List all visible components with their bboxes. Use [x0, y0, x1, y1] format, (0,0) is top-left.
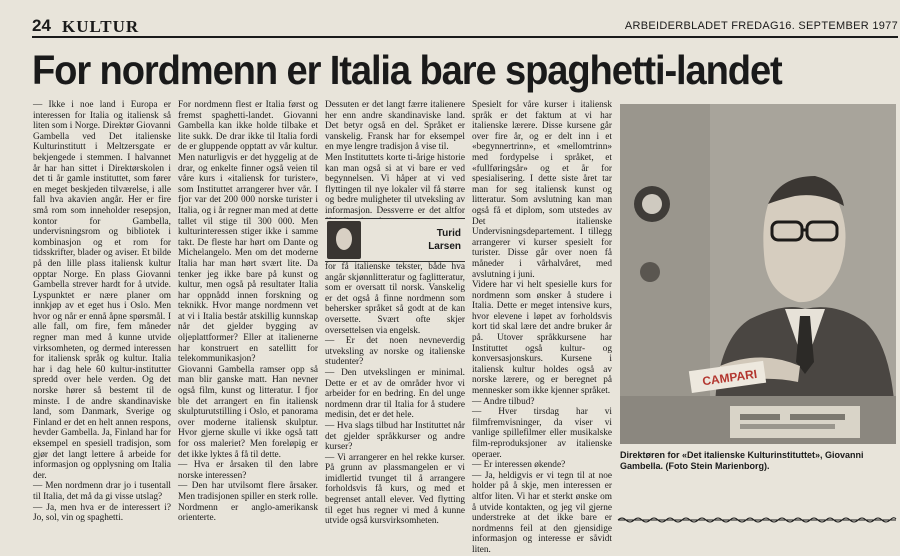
column-3-bottom: [325, 262, 465, 527]
portrait-photo-illustration: [620, 104, 896, 444]
photo-caption: Direktøren for «Det italienske Kulturinstituttet», Giovanni Gambella. (Foto Stein Marienborg).: [620, 450, 864, 471]
section-name: KULTUR: [62, 17, 140, 36]
paragraph: — Ikke i noe land i Europa er interessen for Italia og italiensk så liten som i Norge. Direktør Giovanni Gambella ved Det italienske Kulturinstitutt i Meltzersgate er bekjengede i stemmen. I halvannet år har han sittet i Direktørskolen i det ti år gamle instituttet, som fører en meget beskjeden tilværelse, i alle fall hva akavien angår. Her er fire små rom som inneholder resepsjon, kontor for Gambella, undervisningsrom og bibliotek i kombinasjon og et rom for tidsskrifter, blader og aviser. Et bilde på den lille plass italiensk kultur opptar Norge. En plass Giovanni Gambella strever hardt for å utvide. Lyspunktet er nære planer om innkjøp av et eget hus i Oslo. Men hvor og når er ennå åpne spørsmål. I alle fall, om fire, fem måneder regner man med å kunne utvide virksomheten, og dermed interessen for italiensk språk og kultur. Italia har i dag hele 60 kultur-institutter spredd over hele verden. Og det norske hører så bestemt til de minste. I de andre skandinaviske land, som Danmark, Sverige og Finland er det en helt annen respons, hevder Gambella. Ja, Finland har for eksempel en spesiell tradisjon, som gjør det langt lettere å arbeide for informasjon og opplysning om Italia der.: [33, 100, 171, 481]
author-portrait: [327, 221, 361, 259]
page-number: 24: [32, 16, 51, 35]
paragraph: — Ja, heldigvis er vi tegn til at noe holder på å skje, men interessen er altfor liten. Vi har et sterkt ønske om å utvide kontakten, og jeg vil gjerne understreke at det ikke bare er nordmenns feil at den gjensidige informasjon og interesse er såvidt liten.: [472, 470, 612, 555]
author-name: [401, 227, 461, 253]
paragraph: — Den har utvilsomt flere årsaker. Men tradisjonen spiller en sterk rolle. Nordmenn er anglo-amerikansk orienterte.: [178, 481, 318, 524]
campari-sign-text: CAMPARI: [701, 366, 758, 389]
paragraph: — Vi arrangerer en hel rekke kurser. På grunn av plassmangelen er vi imidlertid tvunget til å arrangere forholdsvis få kurs, og med et begrenset antall elever. Ved flytting til eget hus regner vi med å kunne utvide også kursvirksomheten.: [325, 452, 465, 527]
paragraph: — Hva slags tilbud har Instituttet når det gjelder språkkurser og andre kurser?: [325, 420, 465, 453]
article-column-3: [325, 100, 465, 532]
article-column-4: [472, 100, 612, 555]
author-last-name: Larsen: [428, 241, 461, 252]
paragraph: Men Instituttets korte ti-årige historie kan man også si at vi bare er ved begynnelsen. Vi håper at vi ved flyttingen til nye lokaler vil få større og bedre muligheter til utveksling av informasjon. Dessverre er det altfor: [325, 152, 465, 216]
article-column-2: [178, 100, 318, 532]
paragraph: Dessuten er det langt færre italienere her enn andre skandinaviske land. Det betyr også en del. Språket er vanskelig. Fransk har for eksempel en mye lengre tradisjon å vise til.: [325, 100, 465, 153]
paragraph: — Men nordmenn drar jo i tusentall til Italia, det må da gi visse utslag?: [33, 481, 171, 502]
paragraph: — Andre tilbud?: [472, 396, 535, 407]
author-byline: [325, 218, 465, 262]
article-column-1: [33, 100, 171, 532]
paragraph: — Er det noen nevneverdig utveksling av norske og italienske studenter?: [325, 336, 465, 368]
headline: For nordmenn er Italia bare spaghetti-landet: [32, 47, 782, 93]
paragraph: for få italienske tekster, både hva angår skjønnlitteratur og faglitteratur, som er oversatt til norsk. Vanskelig er det også å finne nordmenn som behersker språket så godt at de kan oversette. Svært ofte skjer oversettelsen via engelsk.: [325, 262, 465, 336]
paragraph: — Hver tirsdag har vi filmfremvisninger, da viser vi vanlige spillefilmer eller musikalske film-reproduksjoner av italienske operaer.: [472, 407, 612, 460]
author-face-shape: [336, 228, 352, 250]
portrait-photo: [620, 104, 896, 444]
paper-date: ARBEIDERBLADET FREDAG16. SEPTEMBER 1977: [624, 20, 898, 32]
paragraph: — Er interessen økende?: [472, 460, 566, 471]
column-3-top: [325, 100, 465, 216]
paragraph: Spesielt for våre kurser i italiensk språk er det faktum at vi har italienske lærere. Disse kursene går over fire år, og er delt inn i et «begynnertrinn», et «mellomtrinn» med fordypelse i språket, et «fullføringsår» og et år for spesialisering. I dette siste året tar man for seg italiensk kunst og litteratur. Som avslutning kan man også få et diplom, som utstedes av Det italienske Undervisningsdepartement. I tillegg arrangerer vi kurser spesielt for turister. Disse går over noen få måneder i vårhalvåret, med avslutning i juni.: [472, 100, 612, 280]
paragraph: — Ja, men hva er de interessert i? Jo, sol, vin og spaghetti.: [33, 502, 171, 524]
paragraph: For nordmenn flest er Italia først og fremst spaghetti-landet. Giovanni Gambella kan ikke holde tilbake et lite sukk. De drar ikke til Italia fordi de er gluppende opptatt av vår kultur. Men naturligvis er det hyggelig at de drar, og enkelte finner også veien til våre kurs i «italiensk for turister», som Instituttet arrangerer hver vår. I fjor var det 200 000 norske turister i Italia, og i år regner man med at dette tallet vil stige til 300 000. Men kulturinteressen stiger ikke i samme takt. De fleste har hørt om Dante og Michelangelo. Men om det moderne Italia har man hørt svært lite. Da tenker jeg ikke bare på kunst og kultur, men også på resultater Italia har oppnådd innen forskning og teknikk. Hvor mange nordmenn vet at vi i Italia består atskillig kunnskap når det gjelder bygging av oljeplattformer? Eller at italienerne har konstruert en satellitt for telekommunikasjon?: [178, 100, 318, 365]
paragraph: Videre har vi helt spesielle kurs for nordmenn som ønsker å studere i Italia. Dette er meget intensive kurs, hvor elevene i løpet av forholdsvis kort tid skal lære det andre bruker år på. Utover språkkursene har Instituttet også kultur- og konversasjonskurs. Kursene i italiensk kultur holdes også av norske lærere, og er beregnet på mennesker som ikke kjenner språket.: [472, 280, 612, 397]
paragraph: — Den utvekslingen er minimal. Dette er et av de områder hvor vi arbeider for en bedring. En del unge nordmenn drar til Italia for å studere medisin, det er det hele.: [325, 367, 465, 421]
page-header: [32, 16, 898, 38]
paragraph: — Hva er årsaken til den labre norske interessen?: [178, 460, 318, 481]
paragraph: Giovanni Gambella ramser opp så man blir ganske matt. Han nevner også film, kunst og litteratur. I fjor ble det arrangert en fin italiensk skulpturutstilling i Oslo, et panorama over moderne italiensk skulptur. Hvor gjerne skulle vi ikke også tatt for oss maleriet? Men foreløpig er det ikke lyktes å få til dette.: [178, 364, 318, 460]
decorative-border-divider: [618, 516, 896, 524]
author-first-name: Turid: [436, 228, 461, 239]
